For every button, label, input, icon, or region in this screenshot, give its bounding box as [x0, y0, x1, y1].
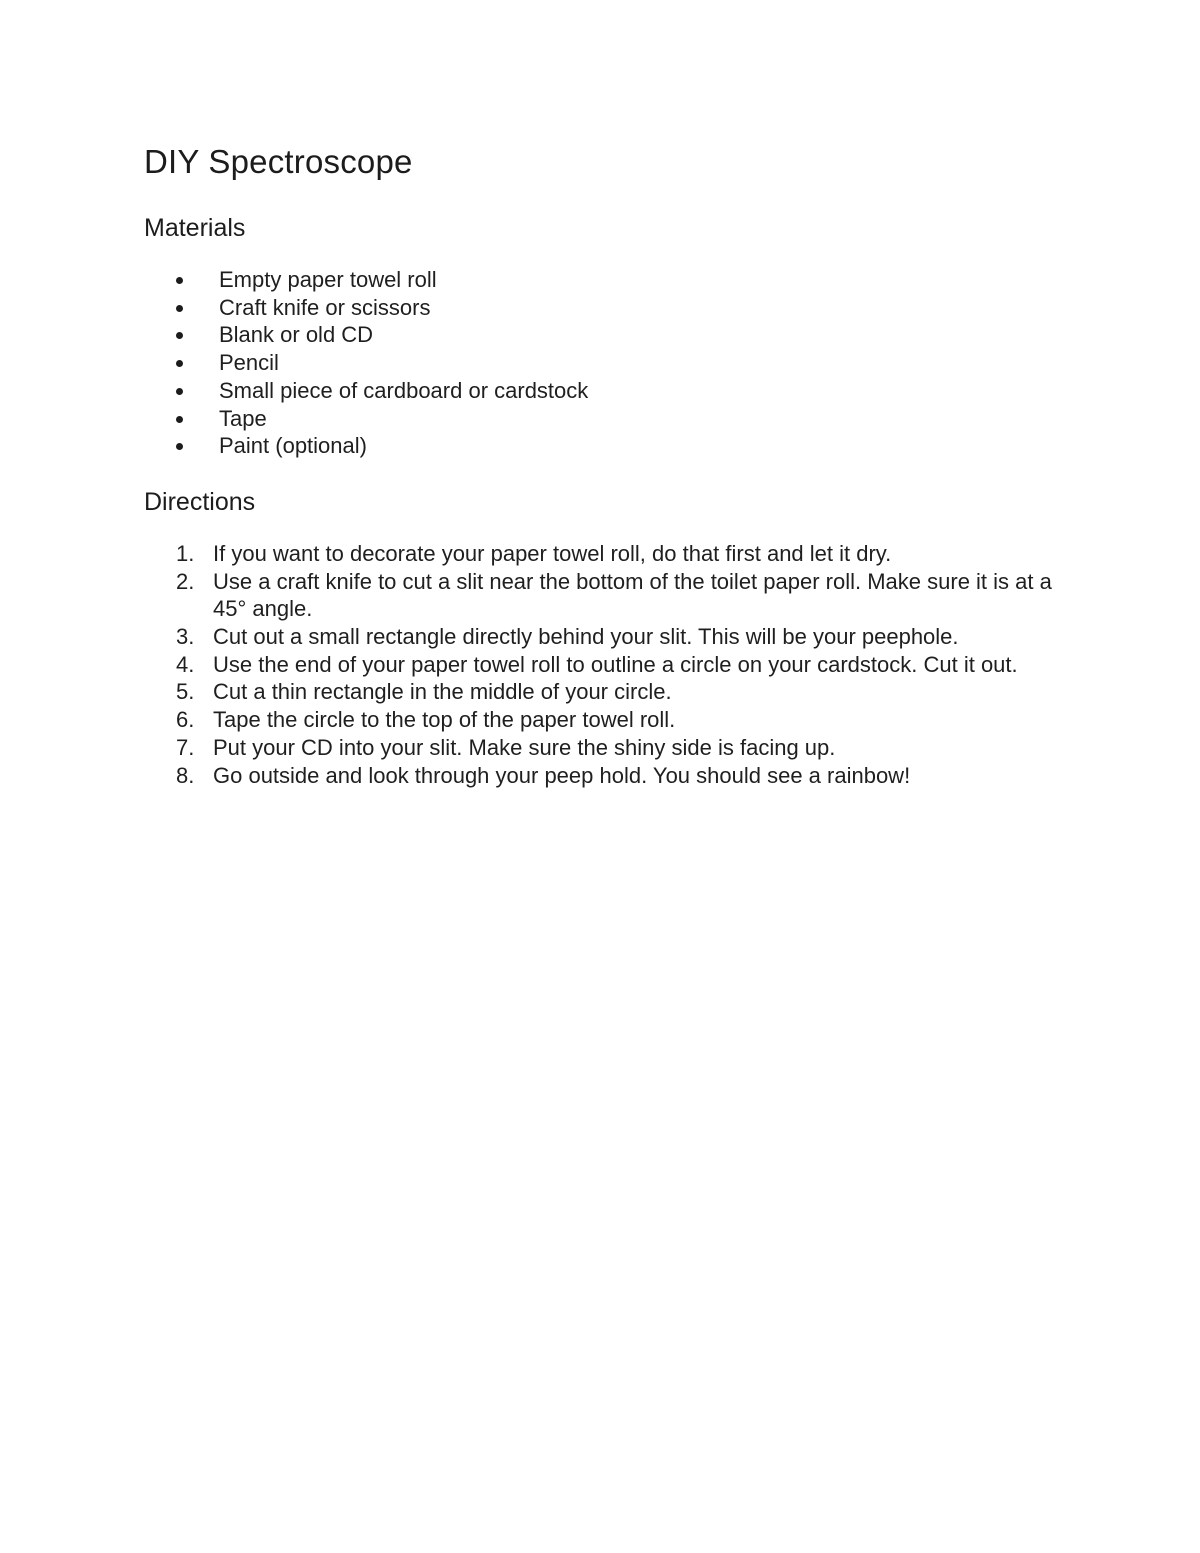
step-number: 7.	[176, 734, 195, 760]
step-number: 6.	[176, 707, 195, 733]
list-item	[144, 432, 1064, 460]
list-item	[144, 540, 1064, 568]
step-text: Use a craft knife to cut a slit near the bottom of the toilet paper roll. Make sure it is at a 45° angle.	[213, 568, 1052, 622]
bullet-icon	[176, 305, 183, 312]
bullet-icon	[176, 360, 183, 367]
list-item	[144, 623, 1064, 651]
list-item	[144, 321, 1064, 349]
list-item	[144, 349, 1064, 377]
step-number: 5.	[176, 679, 195, 705]
document-content	[144, 140, 1064, 789]
step-number: 8.	[176, 762, 195, 788]
material-label: Craft knife or scissors	[219, 294, 431, 320]
bullet-icon	[176, 388, 183, 395]
bullet-icon	[176, 416, 183, 423]
list-item	[144, 294, 1064, 322]
material-label: Paint (optional)	[219, 433, 367, 459]
step-text: Go outside and look through your peep hold. You should see a rainbow!	[213, 762, 911, 788]
materials-list	[144, 266, 1064, 460]
step-text: Cut a thin rectangle in the middle of your circle.	[213, 679, 672, 705]
directions-list	[144, 540, 1064, 789]
bullet-icon	[176, 443, 183, 450]
directions-heading: Directions	[144, 487, 256, 516]
list-item	[144, 405, 1064, 433]
bullet-icon	[176, 277, 183, 284]
step-text: If you want to decorate your paper towel roll, do that first and let it dry.	[213, 540, 892, 566]
list-item	[144, 706, 1064, 734]
materials-heading: Materials	[144, 214, 246, 242]
step-text: Tape the circle to the top of the paper towel roll.	[213, 707, 676, 733]
list-item	[144, 568, 1064, 623]
material-label: Small piece of cardboard or cardstock	[219, 377, 589, 403]
step-text: Put your CD into your slit. Make sure the shiny side is facing up.	[213, 734, 836, 760]
step-number: 3.	[176, 624, 195, 650]
step-text: Use the end of your paper towel roll to outline a circle on your cardstock. Cut it out.	[213, 651, 1018, 677]
bullet-icon	[176, 332, 183, 339]
material-label: Pencil	[219, 350, 279, 376]
list-item	[144, 734, 1064, 762]
step-number: 1.	[176, 540, 195, 566]
list-item	[144, 377, 1064, 405]
document-title: DIY Spectroscope	[144, 143, 413, 180]
list-item	[144, 266, 1064, 294]
step-text: Cut out a small rectangle directly behind your slit. This will be your peephole.	[213, 624, 959, 650]
list-item	[144, 651, 1064, 679]
step-number: 2.	[176, 568, 195, 594]
step-number: 4.	[176, 651, 195, 677]
material-label: Blank or old CD	[219, 322, 374, 348]
list-item	[144, 678, 1064, 706]
material-label: Empty paper towel roll	[219, 267, 437, 292]
material-label: Tape	[219, 405, 267, 431]
list-item	[144, 762, 1064, 790]
